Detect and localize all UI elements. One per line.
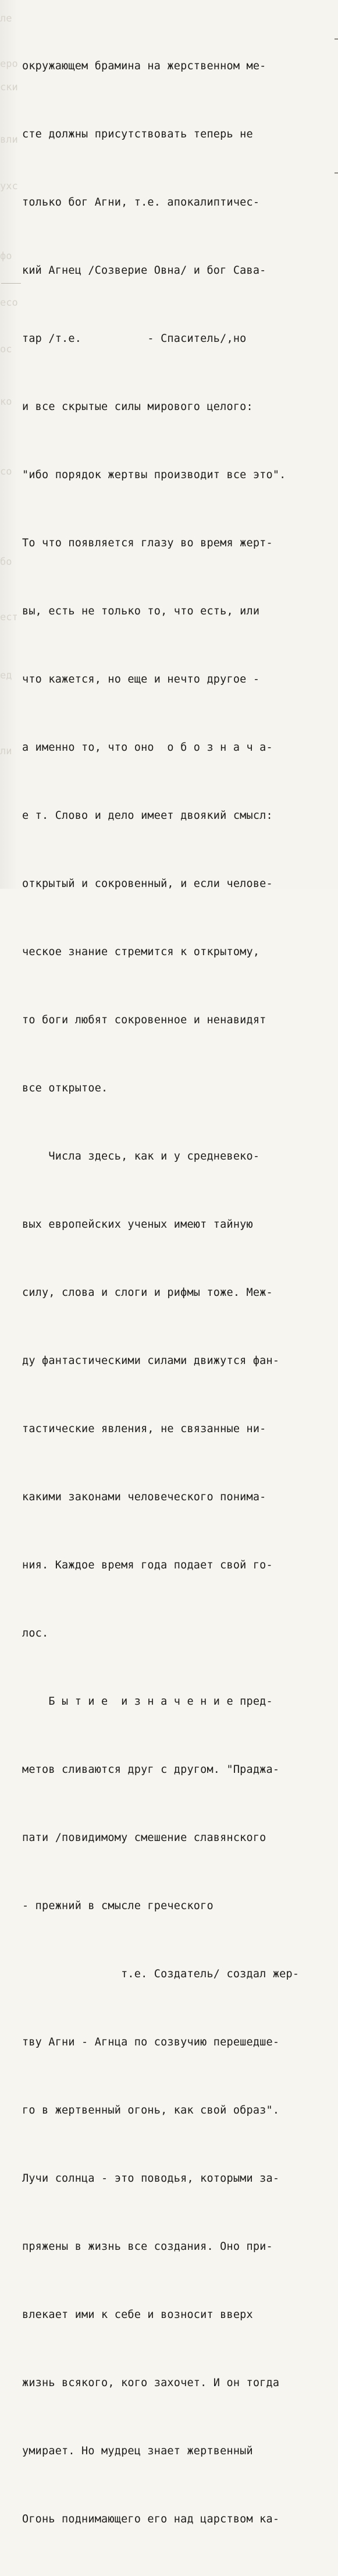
text-line: метов сливаются друг с другом. "Праджа- xyxy=(22,1764,280,1776)
text-line: открытый и сокровенный, и если челове- xyxy=(22,878,273,890)
bleed-through-mark: вли xyxy=(0,134,18,146)
text-line: ния. Каждое время года подает свой го- xyxy=(22,1559,273,1571)
bleed-through-mark: ухс xyxy=(0,181,18,192)
bleed-through-mark: ски xyxy=(0,82,18,93)
text-line: То что появляется глазу во время жерт- xyxy=(22,537,273,549)
text-line: - прежний в смысле греческого xyxy=(22,1900,214,1912)
text-line: ческое знание стремится к открытому, xyxy=(22,946,260,958)
text-line: ду фантастическими силами движутся фан- xyxy=(22,1355,280,1367)
bleed-through-mark: ко xyxy=(0,396,12,408)
text-line: Лучи солнца - это поводья, которыми за- xyxy=(22,2172,280,2185)
edge-mark xyxy=(335,38,338,40)
text-line: и все скрытые силы мирового целого: xyxy=(22,401,253,413)
bleed-through-mark: ест xyxy=(0,612,18,623)
text-line: жизнь всякого, кого захочет. И он тогда xyxy=(22,2377,280,2389)
text-line: вы, есть не только то, что есть, или xyxy=(22,605,260,617)
edge-mark xyxy=(335,172,338,174)
text-line: а именно то, что оно о б о з н а ч а- xyxy=(22,741,273,754)
bleed-through-mark: ле xyxy=(0,13,12,24)
text-line: Огонь поднимающего его над царством ка- xyxy=(22,2513,280,2525)
bleed-through-mark: есо xyxy=(0,297,18,309)
bleed-through-mark: ли xyxy=(0,745,12,757)
bleed-through-mark: ед xyxy=(0,670,12,681)
bleed-through-mark: фо xyxy=(0,250,12,262)
text-line: пряжены в жизнь все создания. Оно при- xyxy=(22,2241,273,2253)
text-line: кий Агнец /Созверие Овна/ и бог Сава- xyxy=(22,264,266,277)
text-line: умирает. Но мудрец знает жертвенный xyxy=(22,2445,253,2457)
text-line: т.е. Создатель/ создал жер- xyxy=(22,1968,300,1980)
text-line: тар /т.е. - Спаситель/,но xyxy=(22,333,247,345)
text-line: силу, слова и слоги и рифмы тоже. Меж- xyxy=(22,1287,273,1299)
typewritten-text-block xyxy=(22,9,330,2576)
text-line: окружающем брамина на жерственном ме- xyxy=(22,60,266,72)
text-line: пати /повидимому смешение славянского xyxy=(22,1832,266,1844)
text-line: что кажется, но еще и нечто другое - xyxy=(22,673,260,685)
text-line: влекает ими к себе и возносит вверх xyxy=(22,2309,253,2321)
text-line: Числа здесь, как и у средневеко- xyxy=(22,1150,260,1162)
text-line: то боги любят сокровенное и ненавидят xyxy=(22,1014,266,1026)
text-line: го в жертвенный огонь, как свой образ". xyxy=(22,2104,280,2116)
text-line: е т. Слово и дело имеет двоякий смысл: xyxy=(22,810,273,822)
text-line: Б ы т и е и з н а ч е н и е пред- xyxy=(22,1695,273,1708)
text-line: тву Агни - Агнца по созвучию перешедше- xyxy=(22,2036,280,2048)
bleed-through-mark: ос xyxy=(0,344,12,355)
bleed-through-mark: еро xyxy=(0,58,18,70)
text-line: только бог Агни, т.е. апокалиптичес- xyxy=(22,196,260,209)
text-line: сте должны присутствовать теперь не xyxy=(22,128,253,140)
text-line: лос. xyxy=(22,1627,49,1639)
margin-rule-mark xyxy=(1,283,21,284)
text-line: какими законами человеческого понима- xyxy=(22,1491,266,1503)
text-line: вых европейских ученых имеют тайную xyxy=(22,1218,253,1231)
text-line: тастические явления, не связанные ни- xyxy=(22,1423,266,1435)
bleed-through-mark: бо xyxy=(0,556,12,568)
bleed-through-mark: со xyxy=(0,466,12,478)
text-line: все открытое. xyxy=(22,1082,108,1094)
text-line: "ибо порядок жертвы производит все это". xyxy=(22,469,286,481)
